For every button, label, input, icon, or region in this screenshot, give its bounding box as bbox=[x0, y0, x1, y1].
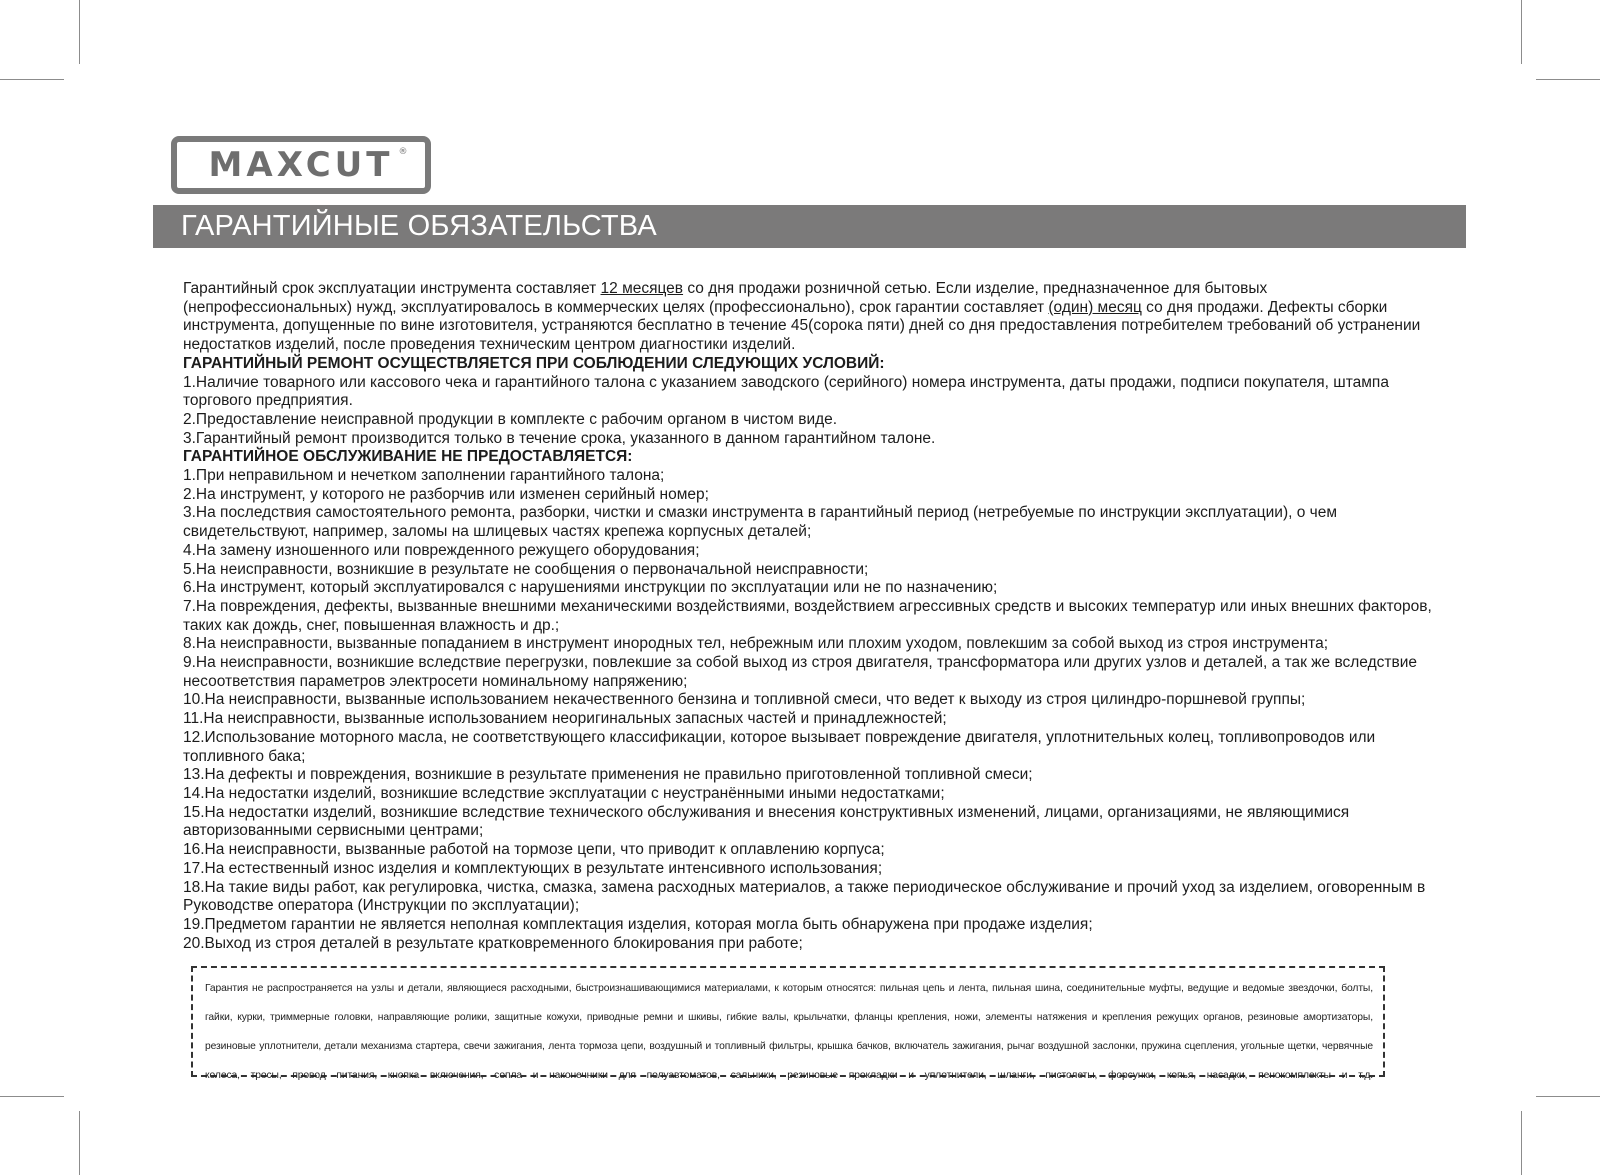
exclusion-item: 9.На неисправности, возникшие вследствие перегрузки, повлекшие за собой выход из строя двигателя, трансформатора или других узлов и деталей, а так же вследствие несоответствия параметров электросети номинальному напряжению; bbox=[183, 654, 1417, 690]
exclusions-heading: ГАРАНТИЙНОЕ ОБСЛУЖИВАНИЕ НЕ ПРЕДОСТАВЛЯЕТСЯ: bbox=[183, 448, 633, 466]
exclusion-item: 8.На неисправности, вызванные попаданием в инструмент инородных тел, небрежным или плохим уходом, повлекшим за собой выход из строя инструмента; bbox=[183, 635, 1329, 653]
exclusions-list bbox=[183, 467, 1433, 953]
exclusion-item: 11.На неисправности, вызванные использованием неоригинальных запасных частей и принадлежностей; bbox=[183, 710, 947, 728]
exclusion-item: 14.На недостатки изделий, возникшие вследствие эксплуатации с неустранёнными иными недостатками; bbox=[183, 784, 945, 802]
warranty-term: 12 месяцев bbox=[600, 280, 684, 297]
exclusion-item: 6.На инструмент, который эксплуатировался с нарушениями инструкции по эксплуатации или не по назначению; bbox=[183, 579, 998, 597]
condition-item: 1.Наличие товарного или кассового чека и гарантийного талона с указанием заводского (серийного) номера инструмента, даты продажи, подписи покупателя, штампа торгового предприятия. bbox=[183, 373, 1389, 410]
exclusion-item: 3.На последствия самостоятельного ремонта, разборки, чистки и смазки инструмента в гарантийный период (нетребуемые по инструкции эксплуатации), о чем свидетельствуют, например, заломы на шлицевых частях крепежа корпусных деталей; bbox=[183, 504, 1338, 541]
exclusion-item: 12.Использование моторного масла, не соответствующего классификации, которое вызывает повреждение двигателя, уплотнительных колец, топливопроводов или топливного бака; bbox=[183, 728, 1376, 765]
exclusion-item: 5.На неисправности, возникшие в результате не сообщения о первоначальной неисправности; bbox=[183, 560, 869, 578]
exclusion-item: 17.На естественный износ изделия и комплектующих в результате интенсивного использования; bbox=[183, 859, 883, 877]
exclusion-item: 2.На инструмент, у которого не разборчив или изменен серийный номер; bbox=[183, 485, 709, 503]
crop-mark bbox=[1521, 0, 1522, 64]
conditions-list bbox=[183, 374, 1433, 449]
exclusion-item: 4.На замену изношенного или поврежденного режущего оборудования; bbox=[183, 541, 700, 559]
crop-mark bbox=[0, 79, 64, 80]
crop-mark bbox=[1536, 1096, 1600, 1097]
condition-item: 2.Предоставление неисправной продукции в комплекте с рабочим органом в чистом виде. bbox=[183, 410, 838, 428]
exclusion-item: 13.На дефекты и повреждения, возникшие в результате применения не правильно приготовленной топливной смеси; bbox=[183, 766, 1033, 784]
logo-wordmark: MAXCUT ® bbox=[208, 145, 408, 185]
warranty-body bbox=[183, 280, 1433, 953]
exclusion-item: 7.На повреждения, дефекты, вызванные внешними механическими воздействиями, воздействием агрессивных средств и высоких температур или иных внешних факторов, таких как дождь, снег, повышенная влажность и др.; bbox=[183, 597, 1432, 634]
exclusion-item: 20.Выход из строя деталей в результате кратковременного блокирования при работе; bbox=[183, 934, 803, 952]
crop-mark bbox=[1536, 79, 1600, 80]
exclusion-item: 18.На такие виды работ, как регулировка, чистка, смазка, замена расходных материалов, а также периодическое обслуживание и прочий уход за изделием, оговоренным в Руководстве оператора (Инструкции по эксплуатации); bbox=[183, 878, 1426, 915]
brand-logo bbox=[171, 136, 431, 194]
intro-paragraph: Гарантийный срок эксплуатации инструмента составляет 12 месяцев со дня продажи розничной сетью. Если изделие, предназначенное для бытовых (непрофессиональных) нужд, эксплуатировалось в коммерческих целях (профессионально), срок гарантии составляет (один) месяц со дня продажи. Дефекты сборки инструмента, допущенные по вине изготовителя, устраняются бесплатно в течение 45(сорока пяти) дней со дня предоставления потребителем требований об устранении недостатков изделий, после проведения техническим центром диагностики изделий. bbox=[183, 280, 1421, 354]
warranty-term-short: (один) месяц bbox=[1048, 298, 1142, 316]
title-bar bbox=[153, 205, 1466, 248]
notice-text: Гарантия не распространяется на узлы и детали, являющиеся расходными, быстроизнашивающимися материалами, к которым относятся: пильная цепь и лента, пильная шина, соединительные муфты, ведущие и ведомые звездочки, болты, гайки, курки, триммерные головки, направляющие ролики, защитные кожухи, приводные ремни и шкивы, гибкие валы, крыльчатки, фланцы крепления, ножи, элементы натяжения и крепления режущих органов, резиновые амортизаторы, резиновые уплотнители, детали механизма стартера, свечи зажигания, лента тормоза цепи, воздушный и топливный фильтры, крышка бачков, включатель зажигания, рычаг воздушной заслонки, пружина сцепления, угольные щетки, червячные колеса, тросы, провод питания, кнопка включения, сопла и наконечники для полуавтоматов, сальники, резиновые прокладки и уплотнители, шланги, пистолеты, форсунки, копья, насадки, пенокомплекты и т.д. bbox=[205, 983, 1373, 1081]
condition-item: 3.Гарантийный ремонт производится только в течение срока, указанного в данном гарантийном талоне. bbox=[183, 429, 936, 447]
exclusion-item: 15.На недостатки изделий, возникшие вследствие технического обслуживания и внесения конструктивных изменений, лицами, организациями, не являющимися авторизованными сервисными центрами; bbox=[183, 803, 1350, 840]
page-title: ГАРАНТИЙНЫЕ ОБЯЗАТЕЛЬСТВА bbox=[181, 210, 657, 242]
exclusion-item: 19.Предметом гарантии не является неполная комплектация изделия, которая могла быть обнаружена при продаже изделия; bbox=[183, 915, 1093, 933]
registered-mark: ® bbox=[398, 147, 408, 157]
exclusion-item: 1.При неправильном и нечетком заполнении гарантийного талона; bbox=[183, 467, 665, 485]
crop-mark bbox=[1521, 1111, 1522, 1175]
crop-mark bbox=[0, 1096, 64, 1097]
crop-mark bbox=[79, 0, 80, 64]
exclusion-item: 10.На неисправности, вызванные использованием некачественного бензина и топливной смеси, что ведет к выходу из строя цилиндро-поршневой группы; bbox=[183, 691, 1306, 709]
consumables-notice bbox=[191, 966, 1385, 1081]
exclusion-item: 16.На неисправности, вызванные работой на тормозе цепи, что приводит к оплавлению корпуса; bbox=[183, 841, 885, 859]
conditions-heading: ГАРАНТИЙНЫЙ РЕМОНТ ОСУЩЕСТВЛЯЕТСЯ ПРИ СОБЛЮДЕНИИ СЛЕДУЮЩИХ УСЛОВИЙ: bbox=[183, 354, 885, 372]
crop-mark bbox=[79, 1111, 80, 1175]
